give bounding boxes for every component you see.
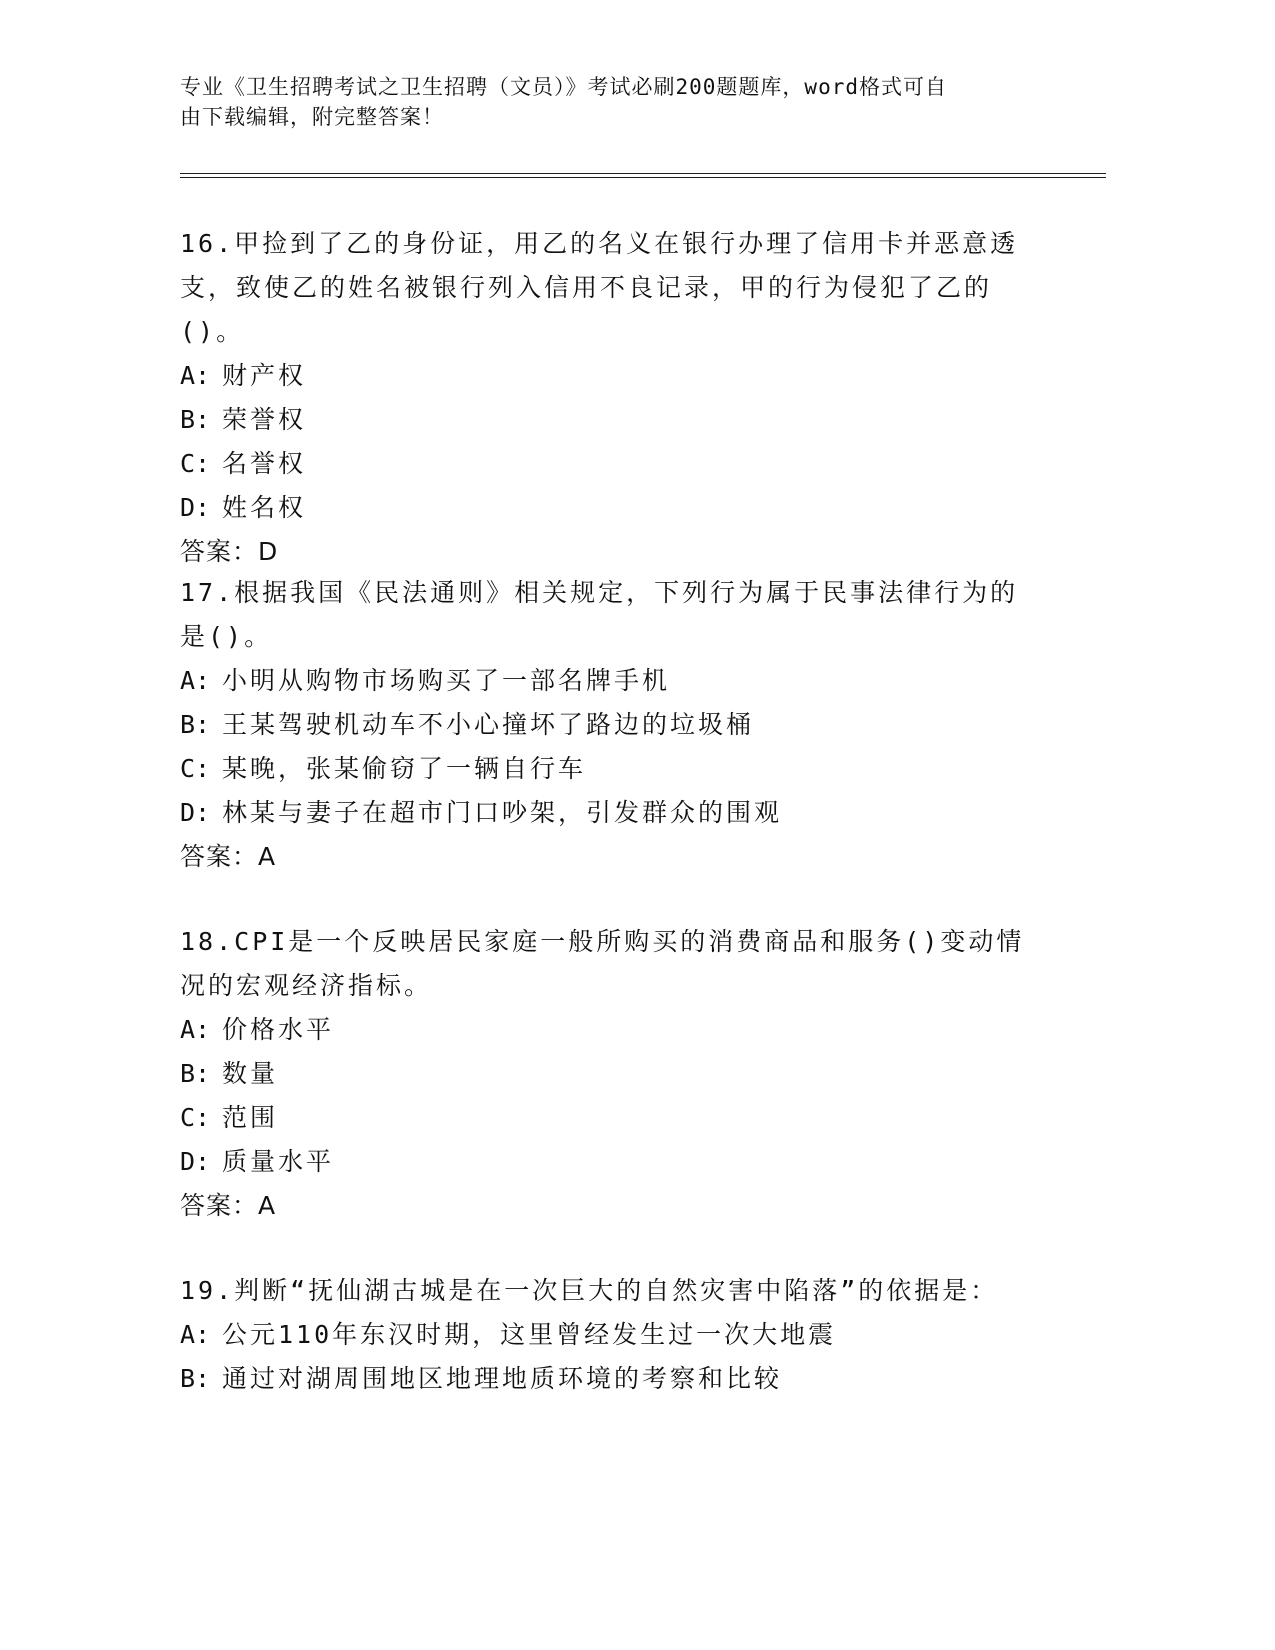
option-letter: C:: [180, 1103, 211, 1132]
option-letter: A:: [180, 1320, 211, 1349]
option-b: [180, 703, 1030, 747]
header-divider-bottom: [180, 177, 1106, 178]
option-letter: D:: [180, 798, 211, 827]
option-letter: B:: [180, 405, 211, 434]
option-letter: B:: [180, 710, 211, 739]
option-text: 姓名权: [222, 493, 307, 522]
option-a: [180, 1008, 1030, 1052]
option-letter: B:: [180, 1364, 211, 1393]
question-text: 19.判断“抚仙湖古城是在一次巨大的自然灾害中陷落”的依据是：: [180, 1276, 999, 1305]
option-text: 小明从购物市场购买了一部名牌手机: [222, 666, 671, 695]
answer-label: 答案：A: [180, 842, 277, 871]
option-a: [180, 659, 1030, 703]
option-letter: A:: [180, 361, 211, 390]
option-c: [180, 442, 1030, 486]
question-18: [180, 920, 1030, 1228]
option-text: 范围: [222, 1103, 279, 1132]
question-text: 16.甲捡到了乙的身份证，用乙的名义在银行办理了信用卡并恶意透支，致使乙的姓名被银行列入信用不良记录，甲的行为侵犯了乙的()。: [180, 229, 1019, 346]
option-c: [180, 1096, 1030, 1140]
option-text: 质量水平: [222, 1147, 335, 1176]
option-letter: D:: [180, 493, 211, 522]
option-text: 名誉权: [222, 449, 307, 478]
option-text: 价格水平: [222, 1015, 335, 1044]
option-text: 王某驾驶机动车不小心撞坏了路边的垃圾桶: [222, 710, 755, 739]
option-letter: C:: [180, 754, 211, 783]
option-text: 荣誉权: [222, 405, 307, 434]
question-17: [180, 571, 1030, 879]
header-line-2: 由下载编辑，附完整答案！: [180, 105, 444, 129]
question-text: 18.CPI是一个反映居民家庭一般所购买的消费商品和服务()变动情况的宏观经济指标。: [180, 927, 1025, 1000]
option-a: [180, 354, 1030, 398]
option-b: [180, 1052, 1030, 1096]
option-text: 公元110年东汉时期，这里曾经发生过一次大地震: [222, 1320, 837, 1349]
question-text: 17.根据我国《民法通则》相关规定，下列行为属于民事法律行为的是()。: [180, 578, 1019, 651]
question-19: [180, 1269, 1030, 1401]
option-b: [180, 398, 1030, 442]
document-header: [180, 72, 1040, 132]
option-text: 林某与妻子在超市门口吵架，引发群众的围观: [222, 798, 783, 827]
answer-label: 答案：D: [180, 537, 279, 566]
option-d: [180, 791, 1030, 835]
option-d: [180, 486, 1030, 530]
option-text: 某晚，张某偷窃了一辆自行车: [222, 754, 587, 783]
option-b: [180, 1357, 1030, 1401]
header-divider-top: [180, 173, 1106, 174]
option-d: [180, 1140, 1030, 1184]
option-text: 财产权: [222, 361, 307, 390]
option-letter: C:: [180, 449, 211, 478]
option-letter: A:: [180, 666, 211, 695]
option-letter: B:: [180, 1059, 211, 1088]
option-text: 通过对湖周围地区地理地质环境的考察和比较: [222, 1364, 783, 1393]
header-line-1: 专业《卫生招聘考试之卫生招聘（文员）》考试必刷200题题库，word格式可自: [180, 75, 947, 99]
option-c: [180, 747, 1030, 791]
option-text: 数量: [222, 1059, 279, 1088]
option-letter: D:: [180, 1147, 211, 1176]
answer-label: 答案：A: [180, 1191, 277, 1220]
question-16: [180, 222, 1030, 574]
option-a: [180, 1313, 1030, 1357]
option-letter: A:: [180, 1015, 211, 1044]
